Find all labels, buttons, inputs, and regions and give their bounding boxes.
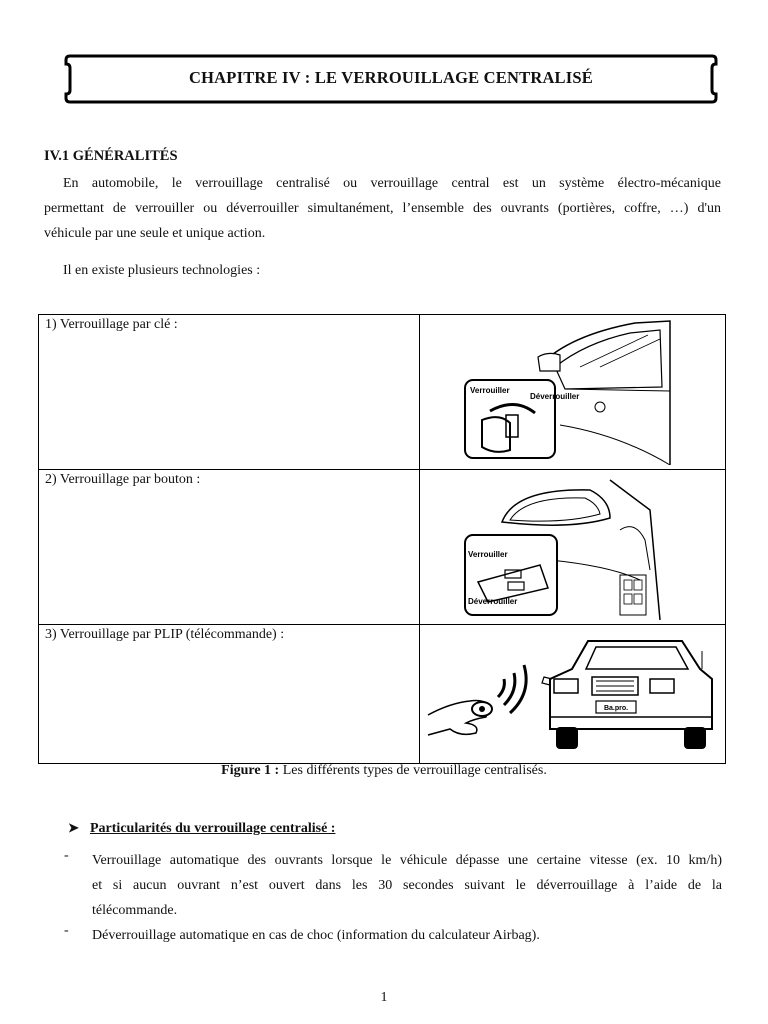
remote-lock-illustration: [420, 625, 726, 764]
lock-label: Verrouiller: [470, 386, 510, 395]
particularites-list: [64, 848, 722, 948]
table-row: [39, 625, 726, 764]
list-item: [64, 923, 722, 948]
lock-label: Verrouiller: [468, 550, 508, 559]
key-lock-illustration: [420, 315, 726, 470]
list-item-line: Déverrouillage automatique en cas de choc (information du calculateur Airbag).: [92, 928, 540, 943]
list-item-line: Verrouillage automatique des ouvrants lorsque le véhicule dépasse une certaine vitesse (ex. 10 km/h): [92, 853, 722, 868]
figure-caption-label: Figure 1 :: [221, 763, 280, 778]
tech-label: 3) Verrouillage par PLIP (télécommande) :: [39, 625, 420, 764]
list-item-line: télécommande.: [92, 903, 178, 918]
intro-paragraph: [44, 171, 721, 246]
paragraph-line: En automobile, le verrouillage centralisé ou verrouillage central est un système électro-mécanique: [63, 176, 721, 191]
section-heading: IV.1 GÉNÉRALITÉS: [44, 148, 178, 164]
table-row: [39, 315, 726, 470]
unlock-label: Déverrouiller: [468, 597, 518, 606]
figure-caption: [0, 763, 768, 779]
list-item-line: et si aucun ouvrant n’est ouvert dans les 30 secondes suivant le déverrouillage à l’aide de la: [92, 878, 722, 893]
figure-caption-text: Les différents types de verrouillage centralisés.: [279, 763, 547, 778]
arrow-bullet-icon: ➤: [68, 820, 79, 835]
particularites-heading: [68, 820, 335, 837]
table-row: [39, 470, 726, 625]
tech-label: 1) Verrouillage par clé :: [39, 315, 420, 470]
button-lock-illustration: [420, 470, 726, 625]
dash-bullet: -: [64, 848, 69, 863]
paragraph-line: véhicule par une seule et unique action.: [44, 226, 266, 241]
license-plate-text: Ba.pro.: [603, 705, 629, 712]
chapter-title-frame: [62, 54, 720, 104]
technologies-table: [38, 314, 726, 764]
page-number: 1: [380, 990, 388, 1005]
paragraph-line: permettant de verrouiller ou déverrouiller simultanément, l’ensemble des ouvrants (portières, coffre, …) d'un: [44, 201, 721, 216]
technologies-intro: Il en existe plusieurs technologies :: [63, 263, 261, 278]
list-item: [64, 848, 722, 923]
dash-bullet: -: [64, 923, 69, 938]
tech-label: 2) Verrouillage par bouton :: [39, 470, 420, 625]
chapter-title: CHAPITRE IV : LE VERROUILLAGE CENTRALISÉ: [189, 68, 593, 87]
unlock-label: Déverrouiller: [530, 392, 580, 401]
particularites-title: Particularités du verrouillage centralisé :: [90, 821, 336, 836]
